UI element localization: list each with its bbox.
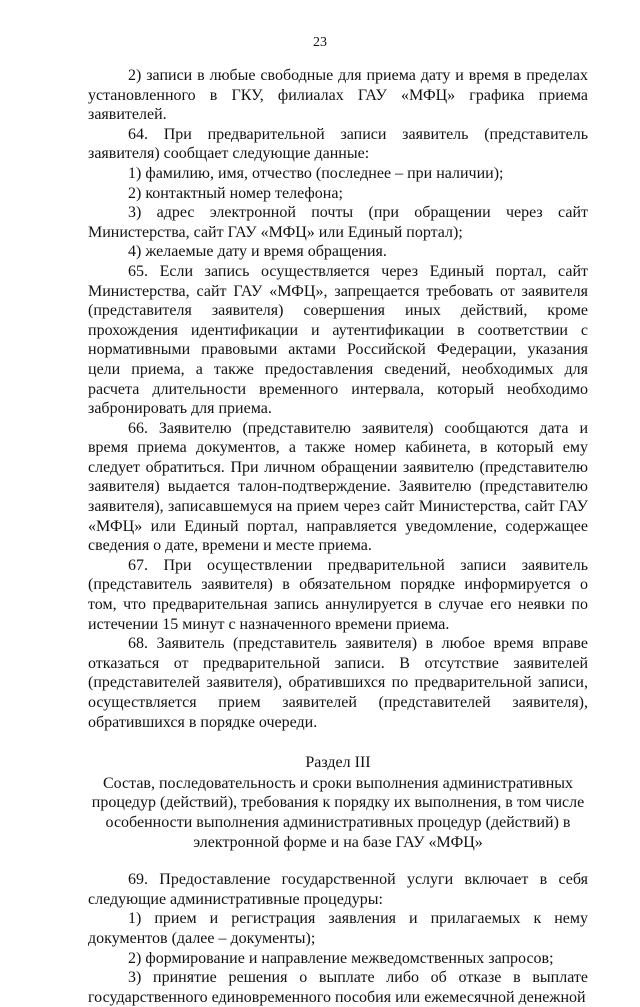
document-body [88,66,588,1007]
paragraph-67: 67. При осуществлении предварительной записи заявитель (представитель заявителя) в обязательном порядке информируется о том, что предварительная запись аннулируется в случае его неявки по истечении 15 минут с назначенного времени приема. [88,556,588,633]
section-title: Состав, последовательность и сроки выполнения административных процедур (действий), требования к порядку их выполнения, в том числе особенности выполнения административных процедур (действий) в электронной форме и на базе ГАУ «МФЦ» [91,774,585,851]
page-number: 23 [313,35,327,50]
paragraph-65: 65. Если запись осуществляется через Единый портал, сайт Министерства, сайт ГАУ «МФЦ», запрещается требовать от заявителя (представителя заявителя) совершения иных действий, кроме прохождения идентификации и аутентификации в соответствии с нормативными правовыми актами Российской Федерации, указания цели приема, а также предоставления сведений, необходимых для расчета длительности временного интервала, который необходимо забронировать для приема. [88,262,588,418]
paragraph-68: 68. Заявитель (представитель заявителя) в любое время вправе отказаться от предварительной записи. В отсутствие заявителей (представителей заявителя), обратившихся по предварительной записи, осуществляется прием заявителей (представителей заявителя), обратившихся в порядке очереди. [88,635,588,731]
paragraph-66: 66. Заявителю (представителю заявителя) сообщаются дата и время приема документов, а также номер кабинета, в который ему следует обратиться. При личном обращении заявителю (представителю заявителя) выдается талон-подтверждение. Заявителю (представителю заявителя), записавшемуся на прием через сайт Министерства, сайт ГАУ «МФЦ» или Единый портал, направляется уведомление, содержащее сведения о дате, времени и месте приема. [88,419,588,555]
paragraph-69: 69. Предоставление государственной услуги включает в себя следующие административные процедуры: [88,871,588,908]
list-item-email: 3) адрес электронной почты (при обращении через сайт Министерства, сайт ГАУ «МФЦ» или Единый портал); [88,204,588,241]
section-label: Раздел III [305,754,371,772]
list-item-phone: 2) контактный номер телефона; [128,184,343,202]
list-item-decision: 3) принятие решения о выплате либо об отказе в выплате государственного единовременного пособия или ежемесячной денежной [88,969,588,1006]
list-item-date-time: 4) желаемые дату и время обращения. [128,243,387,261]
list-item-requests: 2) формирование и направление межведомственных запросов; [128,949,554,967]
paragraph-64: 64. При предварительной записи заявитель (представитель заявителя) сообщает следующие данные: [88,125,588,163]
list-item-full-name: 1) фамилию, имя, отчество (последнее – при наличии); [128,164,504,182]
list-item-reception: 1) прием и регистрация заявления и прилагаемых к нему документов (далее – документы); [88,910,588,947]
paragraph-item-2: 2) записи в любые свободные для приема дату и время в пределах установленного в ГКУ, филиалах ГАУ «МФЦ» графика приема заявителей. [88,67,588,124]
